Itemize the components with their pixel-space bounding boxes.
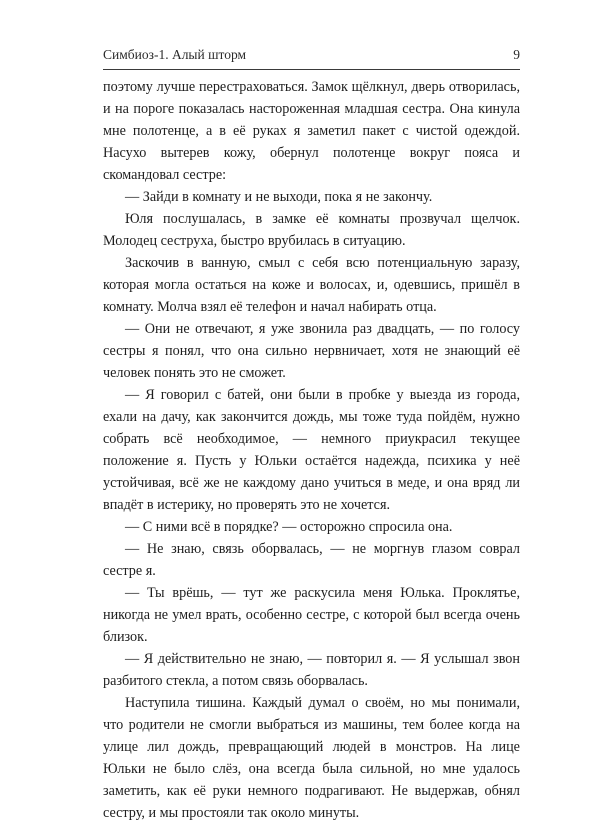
- page-number: 9: [513, 47, 520, 62]
- body-text: [103, 76, 520, 824]
- running-head: [103, 47, 520, 69]
- paragraph: — Я говорил с батей, они были в пробке у выезда из города, ехали на дачу, как закончится дождь, мы тоже туда пойдём, нужно собрать всё необходимое, — немного приукрасил текущее положение я. Пусть у Юльки остаётся надежда, психика у неё устойчивая, всё же не каждому дано учиться в меде, и она вряд ли впадёт в истерику, но проверять это не хочется.: [103, 387, 520, 513]
- paragraph: Юля послушалась, в замке её комнаты прозвучал щелчок. Молодец сеструха, быстро врубилась в ситуацию.: [103, 211, 520, 249]
- paragraph: — С ними всё в порядке? — осторожно спросила она.: [125, 519, 453, 535]
- paragraph: — Зайди в комнату и не выходи, пока я не закончу.: [125, 189, 433, 205]
- paragraph: поэтому лучше перестраховаться. Замок щёлкнул, дверь отворилась, и на пороге показалась настороженная младшая сестра. Она кинула мне полотенце, а в её руках я заметил пакет с чистой одеждой. Насухо вытерев кожу, обернул полотенце вокруг пояса и скомандовал сестре:: [103, 79, 520, 183]
- paragraph: — Ты врёшь, — тут же раскусила меня Юлька. Проклятье, никогда не умел врать, особенно сестре, с которой был всегда очень близок.: [103, 585, 520, 645]
- paragraph: Заскочив в ванную, смыл с себя всю потенциальную заразу, которая могла остаться на коже и волосах, и, одевшись, пришёл в комнату. Молча взял её телефон и начал набирать отца.: [103, 255, 520, 315]
- header-rule: [103, 69, 520, 70]
- paragraph: — Не знаю, связь оборвалась, — не моргнув глазом соврал сестре я.: [103, 541, 520, 579]
- paragraph: Наступила тишина. Каждый думал о своём, но мы понимали, что родители не смогли выбраться из машины, тем более когда на улице лил дождь, превращающий людей в монстров. На лице Юльки не было слёз, она всегда была сильной, но мне удалось заметить, как её руки немного подрагивают. Не выдержав, обнял сестру, и мы простояли так около минуты.: [103, 695, 520, 821]
- paragraph: — Я действительно не знаю, — повторил я. — Я услышал звон разбитого стекла, а потом связь оборвалась.: [103, 651, 520, 689]
- paragraph: — Они не отвечают, я уже звонила раз двадцать, — по голосу сестры я понял, что она сильно нервничает, хотя не знающий её человек понять это не сможет.: [103, 321, 520, 381]
- running-title: Симбиоз-1. Алый шторм: [103, 47, 247, 62]
